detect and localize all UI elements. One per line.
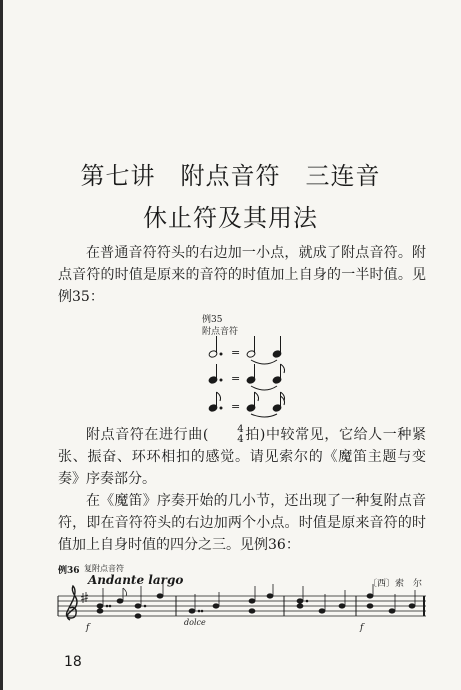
svg-text:f: f xyxy=(86,623,90,632)
example-36-label: 例36 xyxy=(58,566,80,576)
paragraph-dotted-notes: 在普通音符符头的右边加一小点，就成了附点音符。附点音符的时值是原来的音符的时值加上自身的一半时值。见例35： xyxy=(58,245,426,305)
dotted-eighth-equation xyxy=(208,392,284,417)
chapter-title: 第七讲 附点音符 三连音 xyxy=(80,162,381,190)
dynamic-forte-marks xyxy=(85,623,365,632)
time-signature-fraction xyxy=(209,425,243,445)
dotted-quarter-equation xyxy=(208,364,284,390)
chapter-subtitle: 休止符及其用法 xyxy=(143,204,318,232)
example-36-subtitle: 复附点音符 xyxy=(84,564,124,573)
paragraph2-start: 附点音符在进行曲( xyxy=(86,427,209,443)
treble-clef-icon xyxy=(67,586,78,620)
example-35-label: 例35 xyxy=(202,315,223,325)
paragraph-march-usage xyxy=(58,424,426,490)
fraction-bottom: 4 xyxy=(237,434,244,445)
example-35-subtitle: 附点音符 xyxy=(202,327,239,337)
svg-text:f: f xyxy=(360,623,364,632)
tempo-marking: Andante largo xyxy=(88,573,184,587)
dotted-half-equation xyxy=(208,336,282,364)
binding-edge xyxy=(0,0,3,690)
equals-sign-3: = xyxy=(231,400,241,413)
equals-sign-1: = xyxy=(231,346,241,359)
example-35-notation xyxy=(205,334,295,420)
composer-credit: 〔西〕索 尔 xyxy=(368,579,423,589)
fraction-top: 4 xyxy=(237,424,244,435)
page-number: 18 xyxy=(64,654,82,670)
example-36-score xyxy=(56,584,428,632)
paragraph-double-dotted: 在《魔笛》序奏开始的几小节，还出现了一种复附点音符，即在音符符头的右边加两个小点。时值是原来音符的时值加上自身时值的四分之三。见例36： xyxy=(58,493,426,553)
expression-marking: dolce xyxy=(184,618,206,627)
equals-sign-2: = xyxy=(231,372,241,385)
paragraph2-end: 拍)中较常见，它给人一种紧张、振奋、环环相扣的感觉。请见索尔的《魔笛主题与变奏》序奏部分。 xyxy=(58,427,426,487)
